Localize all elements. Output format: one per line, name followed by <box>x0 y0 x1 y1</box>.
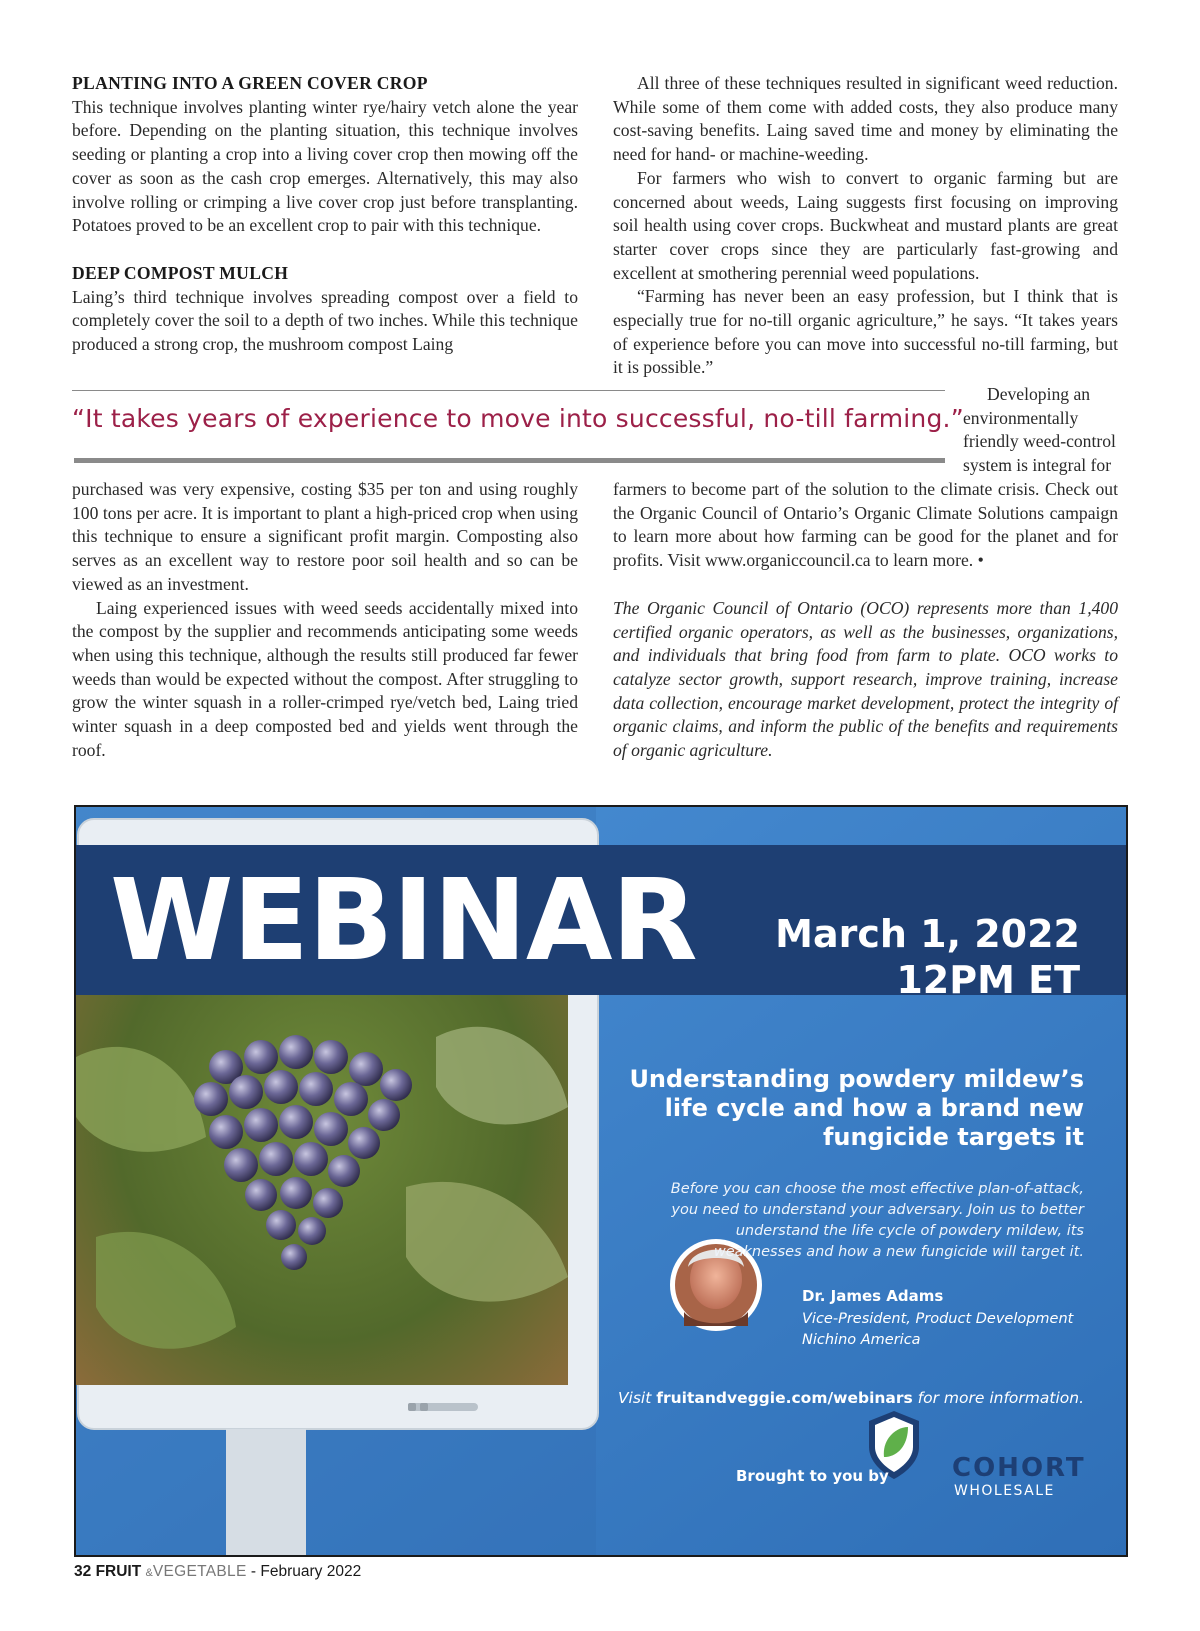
body-paragraph: For farmers who wish to convert to organic farming but are concerned about weeds, Laing suggests first focusing on improving soil health using cover crops. Buckwheat and mustard plants are great starter cover crops since they are particularly fast-growing and excellent at smothering perennial weed populations. <box>613 167 1118 283</box>
article-column-right-top <box>613 72 1118 380</box>
speaker-organization: Nichino America <box>802 1332 921 1348</box>
body-paragraph: Laing’s third technique involves spreading compost over a field to completely cover the soil to a depth of two inches. While this technique produced a strong crop, the mushroom compost Laing <box>72 286 578 355</box>
webinar-headline: Understanding powdery mildew’s life cycle and how a brand new fungicide targets it <box>629 1065 1084 1151</box>
speaker-name: Dr. James Adams <box>802 1287 944 1305</box>
webinar-title: WEBINAR <box>110 856 697 986</box>
section-heading-green-cover: PLANTING INTO A GREEN COVER CROP <box>72 73 428 93</box>
magazine-name-vegetable: VEGETABLE <box>152 1563 247 1580</box>
pull-quote-rule-top <box>72 390 945 391</box>
webinar-visit-line <box>618 1389 1084 1407</box>
speaker-role: Vice-President, Product Development <box>802 1311 1074 1327</box>
monitor-stand <box>226 1429 306 1555</box>
pull-quote-rule-bottom <box>74 458 945 463</box>
webinar-date-time <box>775 911 1080 1003</box>
webinar-time: 12PM ET <box>896 958 1080 1002</box>
body-paragraph: This technique involves planting winter rye/hairy vetch alone the year before. Depending on the planting situation, this technique involves seeding or planting a crop into a living cover crop then mowing off the cover as soon as the cash crop emerges. Alternatively, this may also involve rolling or crimping a live cover crop just before transplanting. Potatoes proved to be an excellent crop to pair with this technique. <box>72 96 578 236</box>
article-column-left-top <box>72 72 578 357</box>
webinar-link[interactable]: fruitandveggie.com/webinars <box>656 1389 913 1407</box>
footer-separator: - <box>246 1563 261 1580</box>
webinar-advertisement[interactable] <box>74 805 1128 1557</box>
body-paragraph: “Farming has never been an easy profession, but I think that is especially true for no-till organic agriculture,” he says. “It takes years of experience before you can move into successful no-till farming, but it is possible.” <box>613 286 1118 378</box>
wrap-around-text: Developing an environmentally friendly weed-control system is integral for <box>963 384 1116 476</box>
body-paragraph: purchased was very expensive, costing $35 per ton and using roughly 100 tons per acre. It is important to plant a high-priced crop when using this technique to ensure a significant profit margin. Composting also serves as an excellent way to restore poor soil health and so can be viewed as an investment. <box>72 479 578 594</box>
page-number: 32 <box>74 1563 92 1580</box>
visit-prefix: Visit <box>617 1389 657 1407</box>
section-heading-deep-compost: DEEP COMPOST MULCH <box>72 262 289 283</box>
magazine-name-fruit: FRUIT <box>95 1563 142 1580</box>
webinar-description: Before you can choose the most effective plan-of-attack, you need to understand your adversary. Join us to better understand the life cycle of powdery mildew, its weaknesses and how a new fungicide will target it. <box>670 1181 1084 1260</box>
article-column-left-bottom <box>72 478 578 762</box>
magazine-ampersand: & <box>145 1567 153 1579</box>
visit-suffix: for more information. <box>912 1389 1084 1407</box>
body-paragraph: farmers to become part of the solution to the climate crisis. Check out the Organic Council of Ontario’s Organic Climate Solutions campaign to learn more about how farming can be good for the planet and for profits. Visit www.organiccouncil.ca to learn more. • <box>613 479 1118 571</box>
article-column-right-bottom <box>613 478 1118 763</box>
issue-date: February 2022 <box>260 1563 362 1580</box>
speaker-details <box>802 1309 1073 1351</box>
sponsor-brand-subtitle: WHOLESALE <box>954 1483 1055 1499</box>
body-paragraph: Laing experienced issues with weed seeds accidentally mixed into the compost by the supplier and recommends anticipating some weeds when using this technique, although the results still produced far fewer weeds than would be expected without the compost. After struggling to grow the winter squash in a roller-crimped rye/vetch bed, Laing tried winter squash in a deep composted bed and yields went through the roof. <box>72 597 578 760</box>
sponsor-label: Brought to you by <box>736 1467 889 1485</box>
author-bio: The Organic Council of Ontario (OCO) represents more than 1,400 certified organic operators, as well as the businesses, organizations, and individuals that bring food from farm to plate. OCO works to catalyze sector growth, support research, improve training, increase data collection, encourage market development, protect the integrity of organic claims, and inform the public of the benefits and requirements of organic agriculture. <box>613 597 1118 761</box>
body-paragraph: All three of these techniques resulted in significant weed reduction. While some of them come with added costs, they also produce many cost-saving benefits. Laing saved time and money by eliminating the need for hand- or machine-weeding. <box>613 73 1118 165</box>
pull-quote: “It takes years of experience to move into successful, no-till farming.” <box>72 404 964 433</box>
page-footer <box>74 1563 361 1581</box>
sponsor-brand-name: COHORT <box>952 1453 1086 1483</box>
webinar-date: March 1, 2022 <box>775 912 1080 956</box>
